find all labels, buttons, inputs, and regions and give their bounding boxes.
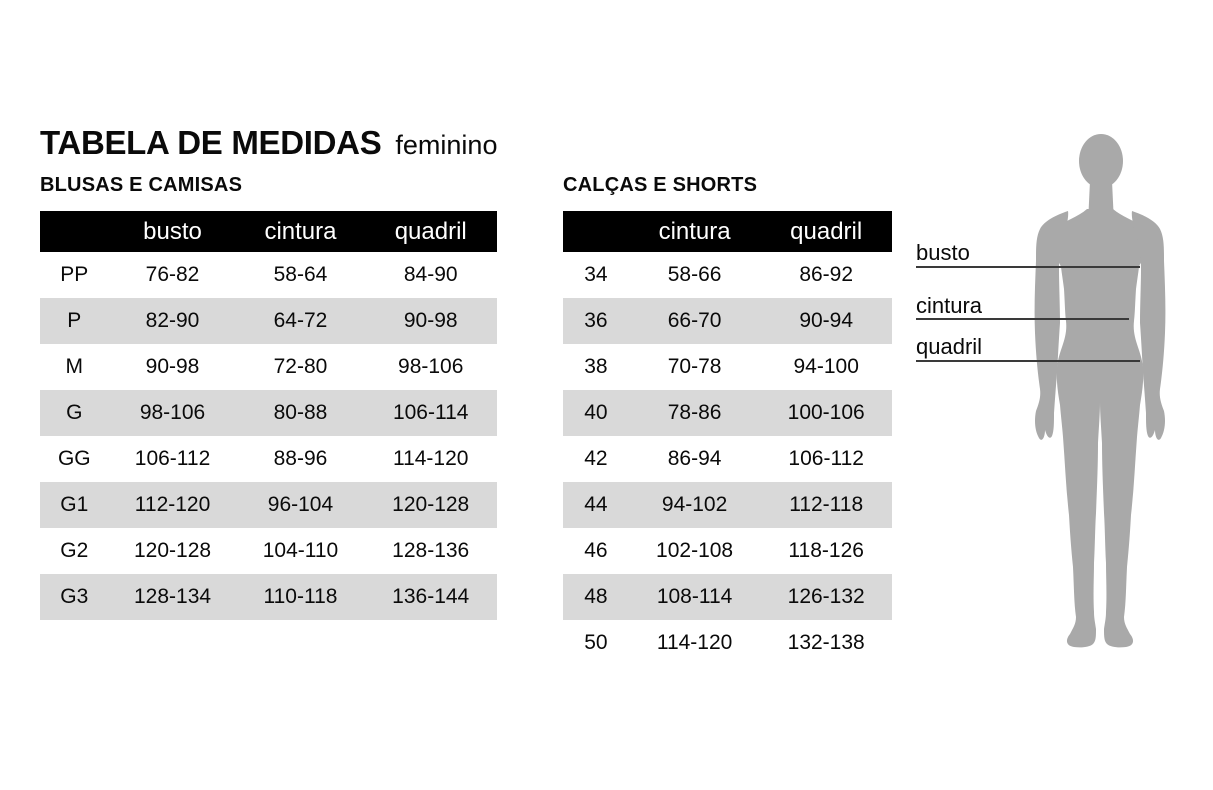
size-cell: PP [60, 263, 89, 286]
column-header-quadril: quadril [394, 217, 467, 245]
table-row [40, 528, 497, 574]
measure-cell: 58-66 [667, 263, 722, 286]
size-cell: M [65, 355, 84, 378]
measure-cell: 90-98 [403, 309, 458, 332]
measure-cell: 108-114 [656, 585, 733, 608]
measure-cell: 90-94 [799, 309, 854, 332]
page-title-row [40, 124, 497, 162]
silhouette-torso-legs [1044, 209, 1157, 647]
measure-cell: 86-92 [799, 263, 854, 286]
table-row [40, 482, 497, 528]
table-blusas [40, 211, 497, 620]
measure-cell: 98-106 [398, 355, 464, 378]
measure-cell: 66-70 [667, 309, 722, 332]
table-calcas [563, 211, 892, 666]
measure-cell: 76-82 [145, 263, 200, 286]
measure-cell: 70-78 [667, 355, 722, 378]
measure-cell: 64-72 [273, 309, 328, 332]
busto-measure-line [916, 266, 1140, 268]
busto-label: busto [916, 240, 970, 265]
measure-cell: 106-114 [392, 401, 469, 424]
measure-cell: 132-138 [787, 631, 865, 654]
table-header-blusas [40, 211, 497, 252]
column-header-quadril: quadril [790, 217, 863, 245]
measure-cell: 80-88 [273, 401, 328, 424]
quadril-measure-line [916, 360, 1140, 362]
column-header-cintura: cintura [658, 217, 731, 245]
table-row [40, 298, 497, 344]
measure-cell: 90-98 [145, 355, 200, 378]
measure-cell: 126-132 [787, 585, 865, 608]
measure-cell: 100-106 [787, 401, 865, 424]
size-cell: 44 [584, 493, 608, 516]
table-body-blusas [40, 252, 497, 620]
measure-cell: 112-120 [134, 493, 211, 516]
silhouette-head [1079, 134, 1123, 188]
section-title-calcas: CALÇAS E SHORTS [563, 174, 758, 196]
table-row [40, 344, 497, 390]
measure-cell: 106-112 [134, 447, 211, 470]
page-subtitle: feminino [395, 130, 498, 160]
table-row [563, 252, 892, 298]
measure-cell: 118-126 [788, 539, 864, 562]
table-row [563, 528, 892, 574]
measure-cell: 102-108 [656, 539, 734, 562]
measure-cell: 98-106 [139, 401, 206, 424]
table-row [563, 620, 892, 666]
female-body-silhouette-icon [1030, 125, 1170, 650]
table-row [40, 574, 497, 620]
table-row [563, 344, 892, 390]
measure-cell: 106-112 [788, 447, 864, 470]
measure-cell: 120-128 [392, 493, 470, 516]
size-cell: G1 [60, 493, 89, 516]
section-title-blusas: BLUSAS E CAMISAS [40, 174, 243, 196]
size-cell: G2 [60, 539, 89, 562]
size-cell: 40 [584, 401, 608, 424]
table-row [40, 436, 497, 482]
table-row [563, 298, 892, 344]
column-header-cintura: cintura [264, 217, 337, 245]
size-cell: 42 [584, 447, 608, 470]
measure-cell: 84-90 [403, 263, 458, 286]
table-row [40, 390, 497, 436]
size-cell: 48 [584, 585, 608, 608]
measure-cell: 112-118 [789, 493, 864, 516]
size-cell: 36 [584, 309, 608, 332]
table-row [563, 574, 892, 620]
measure-cell: 96-104 [267, 493, 334, 516]
measure-cell: 94-102 [661, 493, 728, 516]
column-header-busto: busto [143, 217, 202, 245]
size-cell: 38 [584, 355, 608, 378]
measure-cell: 94-100 [793, 355, 859, 378]
cintura-label: cintura [916, 293, 983, 318]
measure-cell: 114-120 [656, 631, 733, 654]
table-row [563, 482, 892, 528]
measure-cell: 58-64 [273, 263, 328, 286]
measure-cell: 120-128 [133, 539, 212, 562]
table-row [563, 436, 892, 482]
size-cell: GG [57, 447, 91, 470]
page-title: TABELA DE MEDIDAS [40, 124, 382, 161]
measure-cell: 88-96 [273, 447, 328, 470]
measure-cell: 110-118 [263, 585, 338, 608]
size-cell: 34 [584, 263, 608, 286]
measure-cell: 136-144 [392, 585, 470, 608]
table-body-calcas [563, 252, 892, 666]
measure-cell: 82-90 [145, 309, 200, 332]
table-header-calcas [563, 211, 892, 252]
table-row [40, 252, 497, 298]
measure-cell: 114-120 [392, 447, 469, 470]
size-cell: G [66, 401, 83, 424]
size-cell: P [67, 309, 82, 332]
size-cell: G3 [60, 585, 89, 608]
measure-cell: 128-134 [133, 585, 212, 608]
quadril-label: quadril [916, 334, 983, 359]
measure-cell: 104-110 [262, 539, 339, 562]
size-cell: 50 [584, 631, 608, 654]
measure-cell: 72-80 [273, 355, 328, 378]
table-row [563, 390, 892, 436]
measure-cell: 128-136 [392, 539, 470, 562]
size-cell: 46 [584, 539, 608, 562]
measure-cell: 78-86 [667, 401, 722, 424]
measure-cell: 86-94 [667, 447, 722, 470]
